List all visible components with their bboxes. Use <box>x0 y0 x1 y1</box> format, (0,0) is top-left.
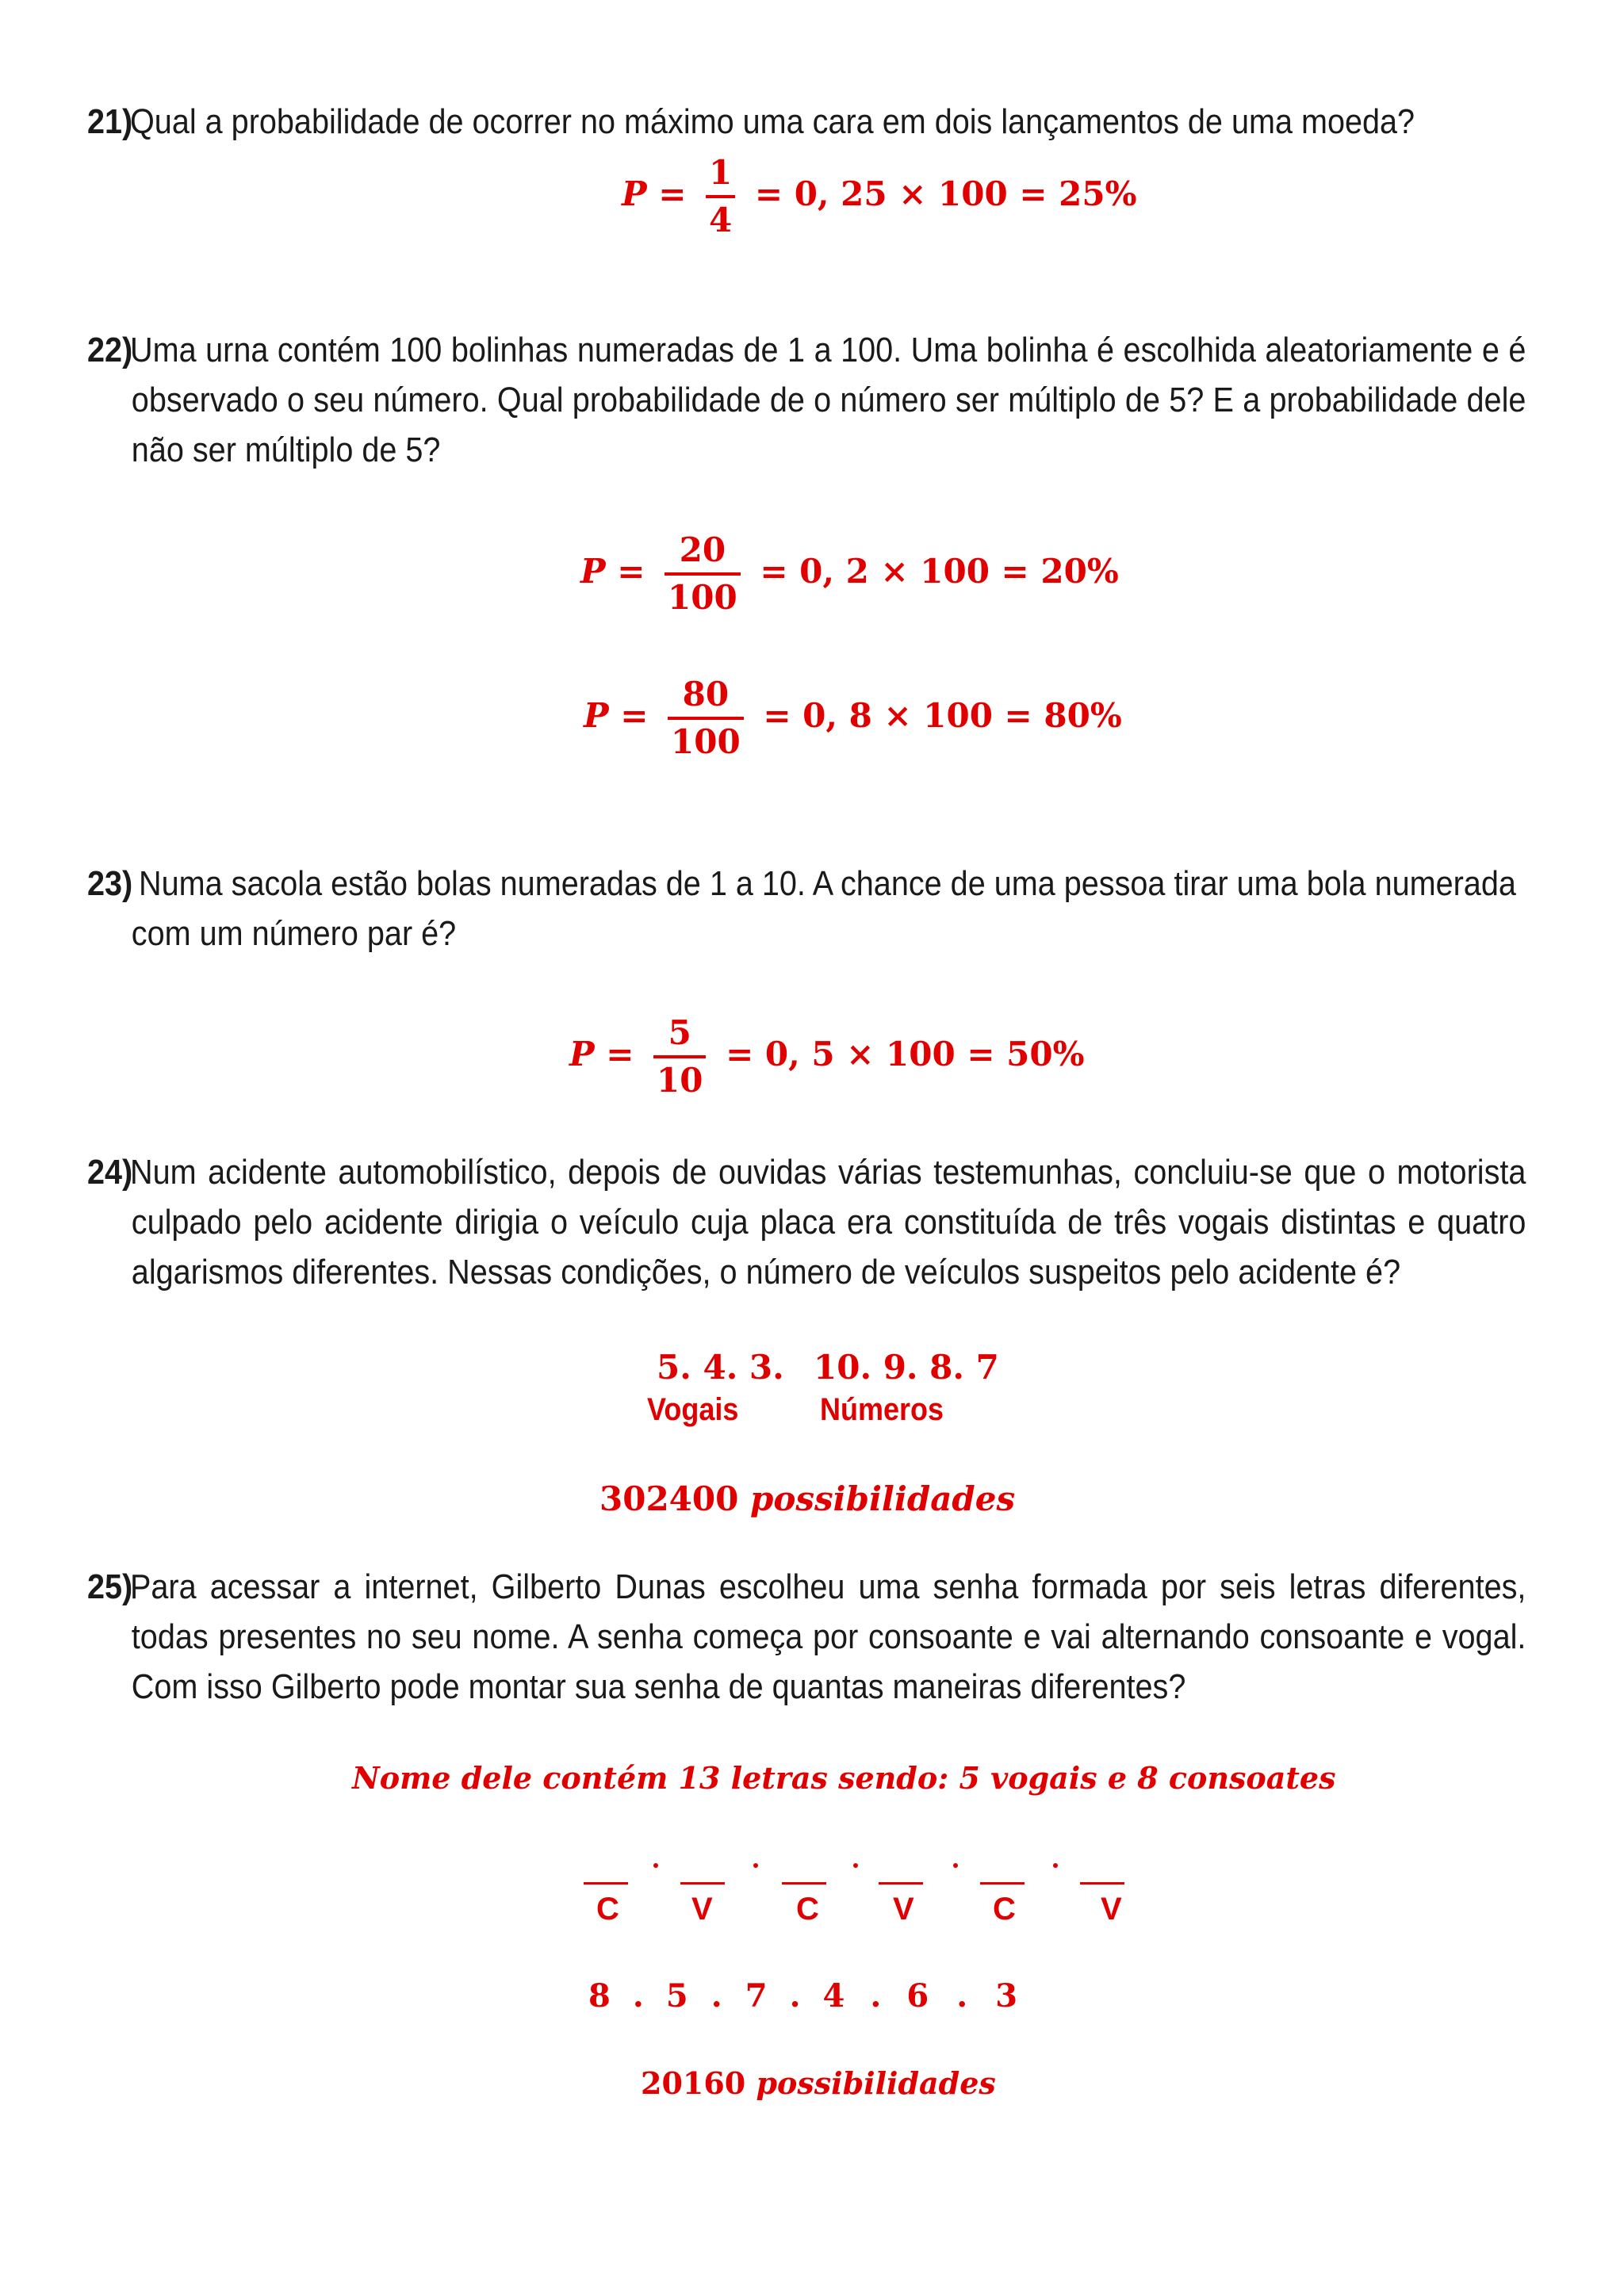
value-row: 8 . 5 . 7 . 4 . 6 . 3 <box>588 1977 1018 2015</box>
blank-slot <box>980 1882 1025 1885</box>
separator-dot <box>953 1863 958 1868</box>
question-22: 22)Uma urna contém 100 bolinhas numeradas de 1 a 100. Uma bolinha é escolhida aleatoriamente e é observado o seu número. Qual probabilidade de o número ser múltiplo de 5? E a probabilidade dele não ser múltiplo de 5? <box>87 325 1526 475</box>
slot-label: V <box>893 1892 914 1927</box>
fraction: $\frac{20}{100}$ <box>665 528 741 620</box>
slot-label: C <box>596 1892 619 1927</box>
answer-21: P = $\frac{1}{4}$ = 0, 25 × 100 = 25% <box>622 151 1137 243</box>
question-text: Qual a probabilidade de ocorrer no máximo uma cara em dois lançamentos de uma moeda? <box>130 102 1415 141</box>
question-number: 21) <box>87 102 133 141</box>
blank-slot <box>680 1882 725 1885</box>
separator-dot <box>653 1863 658 1868</box>
question-24: 24)Num acidente automobilístico, depois de ouvidas várias testemunhas, concluiu-se que o motorista culpado pelo acidente dirigia o veículo cuja placa era constituída de três vogais distintas e quatro algarismos diferentes. Nessas condições, o número de veículos suspeitos pelo acidente é? <box>87 1147 1526 1297</box>
question-number: 25) <box>87 1567 133 1606</box>
result-24: 302400 possibilidades <box>599 1479 1016 1518</box>
blank-slot <box>879 1882 923 1885</box>
result-25: 20160 possibilidades <box>641 2065 996 2101</box>
fraction: $\frac{1}{4}$ <box>706 151 735 243</box>
answer-23: P = $\frac{5}{10}$ = 0, 5 × 100 = 50% <box>569 1011 1085 1103</box>
question-23: 23) Numa sacola estão bolas numeradas de 1 a 10. A chance de uma pessoa tirar uma bola numerada com um número par é? <box>87 859 1526 959</box>
fraction: $\frac{80}{100}$ <box>668 672 744 764</box>
blank-slot <box>1080 1882 1124 1885</box>
slot-label: C <box>993 1892 1016 1927</box>
answer-22b: P = $\frac{80}{100}$ = 0, 8 × 100 = 80% <box>584 672 1122 764</box>
question-number: 24) <box>87 1153 133 1192</box>
separator-dot <box>1053 1863 1058 1868</box>
slot-label: V <box>691 1892 713 1927</box>
fraction: $\frac{5}{10}$ <box>653 1011 706 1103</box>
question-number: 22) <box>87 331 133 369</box>
blank-slot <box>584 1882 628 1885</box>
slot-label: V <box>1101 1892 1122 1927</box>
note-25: Nome dele contém 13 letras sendo: 5 vogais e 8 consoates <box>352 1760 1336 1796</box>
vowels-calc: 5. 4. 3. <box>657 1348 784 1387</box>
question-21 <box>87 97 1526 147</box>
separator-dot <box>753 1863 758 1868</box>
vowels-label: Vogais <box>647 1392 739 1427</box>
separator-dot <box>853 1863 858 1868</box>
numbers-label: Números <box>820 1392 944 1427</box>
blank-slot <box>782 1882 826 1885</box>
question-25: 25)Para acessar a internet, Gilberto Dunas escolheu uma senha formada por seis letras diferentes, todas presentes no seu nome. A senha começa por consoante e vai alternando consoante e vogal. Com isso Gilberto pode montar sua senha de quantas maneiras diferentes? <box>87 1562 1526 1712</box>
slot-label: C <box>796 1892 819 1927</box>
question-number: 23) <box>87 864 133 903</box>
answer-22a: P = $\frac{20}{100}$ = 0, 2 × 100 = 20% <box>580 528 1119 620</box>
numbers-calc: 10. 9. 8. 7 <box>814 1348 999 1387</box>
